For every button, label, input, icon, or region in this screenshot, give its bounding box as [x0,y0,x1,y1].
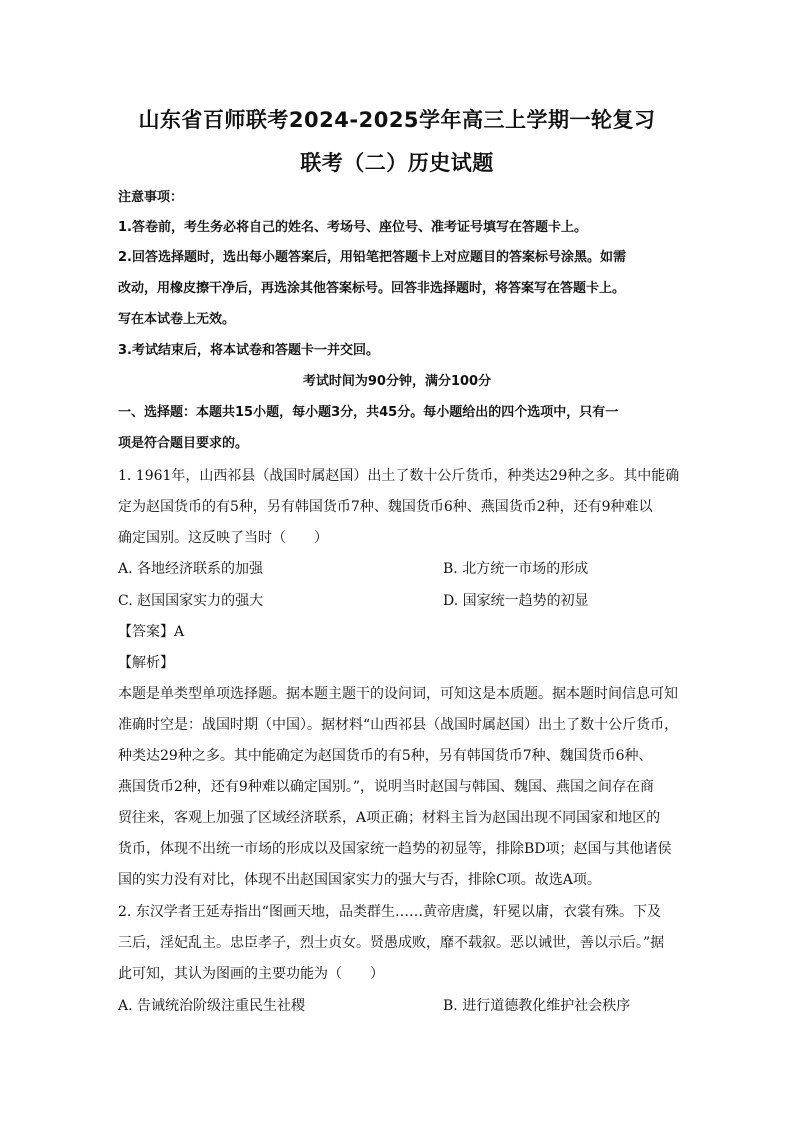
q2-option-b: B. 进行道德教化维护社会秩序 [443,998,631,1014]
notice-item-2-line-2: 改动，用橡皮擦干净后，再选涂其他答案标号。回答非选择题时，将答案写在答题卡上。 [118,281,626,296]
notice-heading: 注意事项： [118,190,184,205]
q1-option-d: D. 国家统一趋势的初显 [443,593,589,609]
q1-stem-line-1: 1. 1961年，山西祁县（战国时属赵国）出土了数十公斤货币，种类达29种之多。其中能确 [118,468,680,484]
q1-analysis-line: 燕国货币2种，还有9种难以确定国别。”，说明当时赵国与韩国、魏国、燕国之间存在商 [118,779,654,795]
exam-title-line-2: 联考（二）历史试题 [300,151,494,175]
q1-stem-line-3: 确定国别。这反映了当时（ ） [118,530,328,546]
notice-item-1: 1.答卷前，考生务必将自己的姓名、考场号、座位号、准考证号填写在答题卡上。 [118,220,587,235]
section-1-heading-line-1: 一、选择题：本题共15小题，每小题3分，共45分。每小题给出的四个选项中，只有一 [118,405,619,420]
q1-analysis-line: 国的实力没有对比，体现不出赵国国家实力的强大与否，排除C项。故选A项。 [118,872,601,888]
section-1-heading-line-2: 项是符合题目要求的。 [118,436,249,451]
q2-stem-line-3: 此可知，其认为图画的主要功能为（ ） [118,966,384,982]
q1-option-b: B. 北方统一市场的形成 [443,561,589,577]
exam-time-note: 考试时间为90分钟，满分100分 [302,374,492,389]
notice-item-3: 3.考试结束后，将本试卷和答题卡一并交回。 [118,343,379,358]
q1-option-a: A. 各地经济联系的加强 [118,561,264,577]
q1-stem-line-2: 定为赵国货币的有5种，另有韩国货币7种、魏国货币6种、燕国货币2种，还有9种难以 [118,499,653,515]
q1-analysis-line: 货币，体现不出统一市场的形成以及国家统一趋势的初显等，排除BD项；赵国与其他诸侯 [118,841,672,857]
q1-answer: 【答案】A [118,624,185,640]
notice-item-2-line-1: 2.回答选择题时，选出每小题答案后，用铅笔把答题卡上对应题目的答案标号涂黑。如需 [118,250,626,265]
q1-analysis-line: 种类达29种之多。其中能确定为赵国货币的有5种，另有韩国货币7种、魏国货币6种、 [118,748,653,764]
notice-item-2-line-3: 写在本试卷上无效。 [118,312,236,327]
exam-title-line-1: 山东省百师联考2024-2025学年高三上学期一轮复习 [138,108,656,132]
q1-analysis-line: 本题是单类型单项选择题。据本题主题干的设问词，可知这是本质题。据本题时间信息可知 [118,686,678,702]
q1-analysis-heading: 【解析】 [118,655,174,671]
q2-stem-line-2: 三后，淫妃乱主。忠臣孝子，烈士贞女。贤愚成败，靡不载叙。恶以诫世，善以示后。”据 [118,935,665,951]
q1-analysis-line: 贸往来，客观上加强了区域经济联系，A项正确；材料主旨为赵国出现不同国家和地区的 [118,810,661,826]
q2-stem-line-1: 2. 东汉学者王延寿指出“图画天地，品类群生……黄帝唐虞，轩冕以庸，衣裳有殊。下及 [118,904,661,920]
q2-option-a: A. 告诫统治阶级注重民生社稷 [118,998,306,1014]
q1-option-c: C. 赵国国家实力的强大 [118,593,264,609]
q1-analysis-line: 准确时空是：战国时期（中国）。据材料“山西祁县（战国时属赵国）出土了数十公斤货币， [118,717,679,733]
